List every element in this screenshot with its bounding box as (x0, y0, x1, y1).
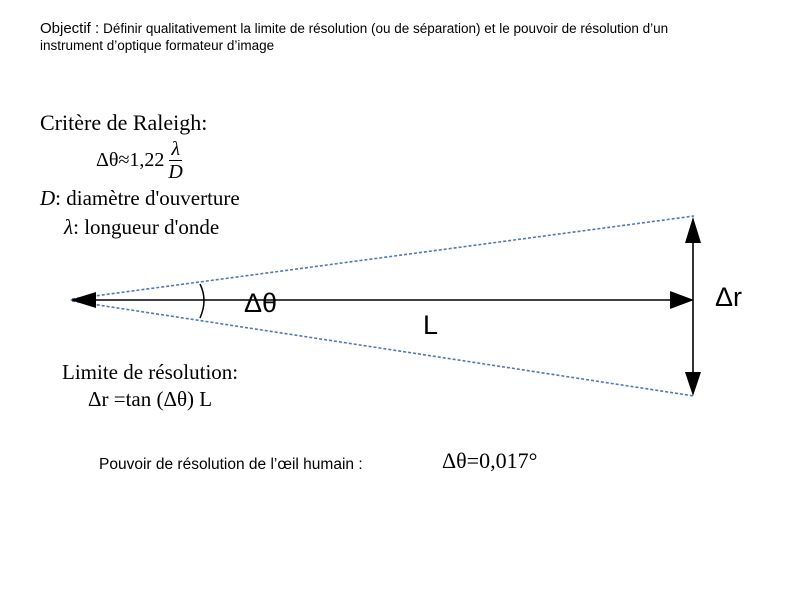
definition-wavelength-text: : longueur d'onde (73, 215, 220, 239)
eye-resolution-label: Pouvoir de résolution de l’œil humain : (99, 456, 363, 473)
height-arrow-head-bottom (685, 372, 701, 396)
length-label: L (423, 310, 439, 340)
raleigh-title: Critère de Raleigh: (40, 110, 208, 135)
angle-label: Δθ (244, 288, 278, 318)
axis-arrow-head-left (70, 292, 96, 308)
eye-resolution-value: Δθ=0,017° (442, 448, 538, 473)
definition-diameter-text: : diamètre d'ouverture (55, 186, 240, 210)
limit-formula: Δr =tan (Δθ) L (88, 387, 213, 411)
eye-resolution-row (99, 448, 619, 478)
angle-arc (200, 284, 204, 318)
height-label: Δr (715, 282, 743, 312)
raleigh-formula-lhs: Δθ≈1,22 (96, 149, 165, 171)
limit-title: Limite de résolution: (62, 360, 239, 384)
height-arrow-head-top (685, 217, 701, 243)
raleigh-fraction-denominator: D (168, 161, 183, 183)
upper-ray-line (72, 216, 694, 299)
definition-wavelength-symbol: λ (64, 215, 74, 239)
objective-label: Objectif : (40, 20, 100, 37)
definition-diameter-symbol: D (40, 186, 56, 210)
axis-arrow-head-right (670, 291, 694, 309)
objective-description: Définir qualitativement la limite de résolution (ou de séparation) et le pouvoir de résolution d’un instrument d’optique formateur d’image (40, 21, 669, 53)
raleigh-fraction-numerator: λ (171, 138, 180, 160)
